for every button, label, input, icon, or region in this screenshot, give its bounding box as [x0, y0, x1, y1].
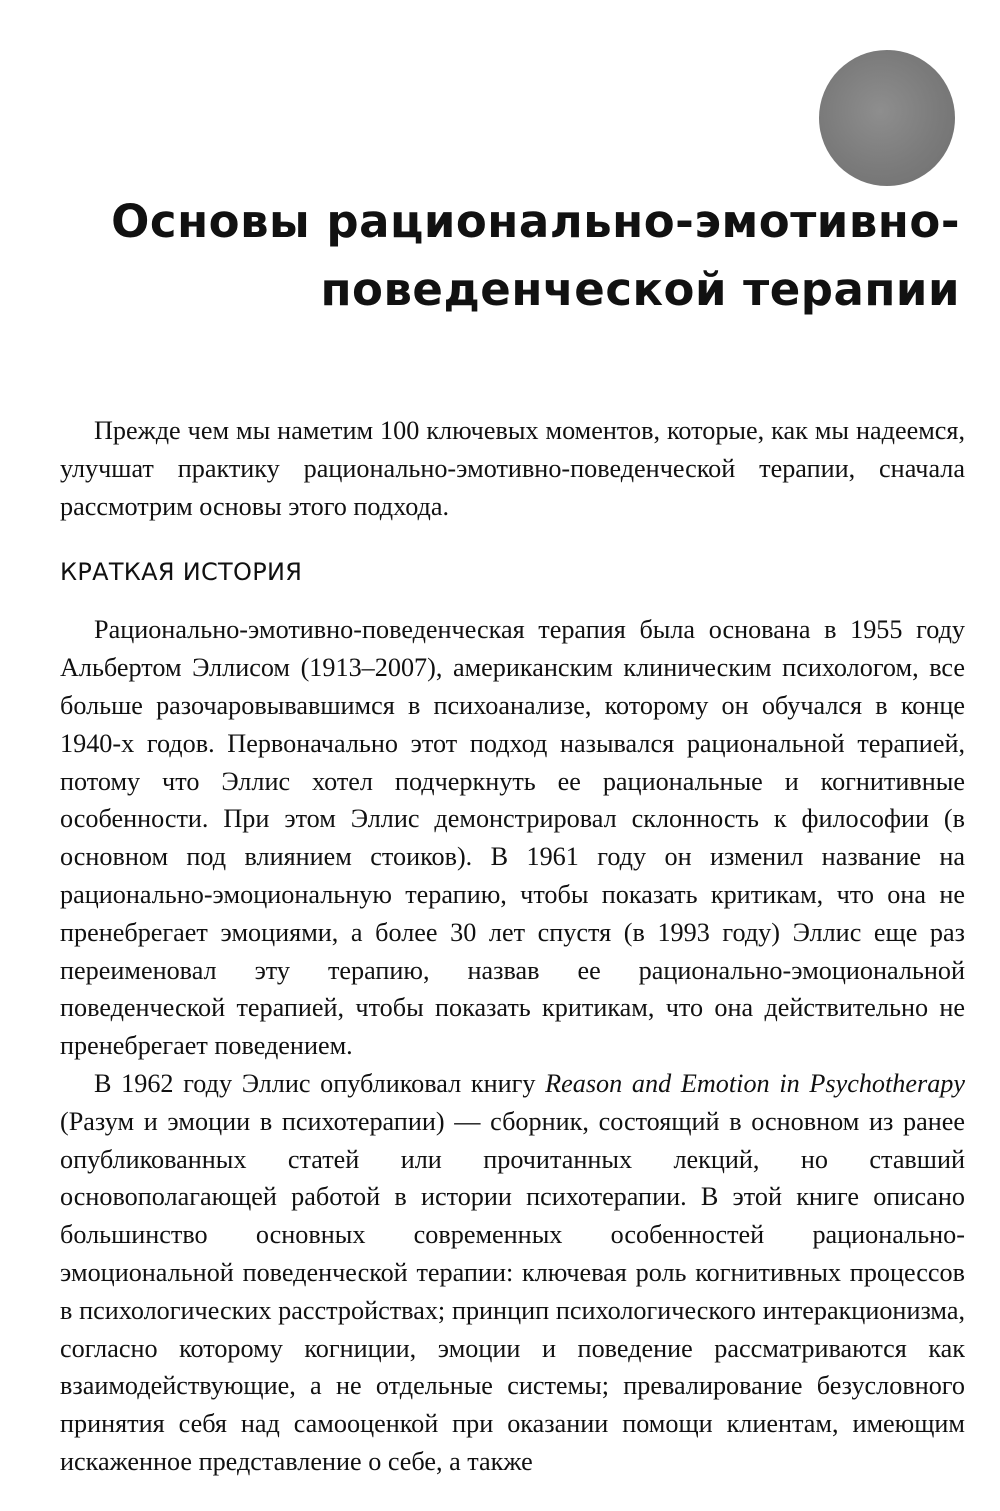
body-text: [60, 412, 965, 1481]
history-paragraph-2: [60, 1065, 965, 1481]
book-title: Reason and Emotion in Psychotherapy: [545, 1068, 965, 1098]
history-paragraph-1: Рационально-эмотивно-поведенческая терапия была основана в 1955 году Альбертом Эллисом (1913–2007), американским клиническим психологом, все больше разочаровывавшимся в психоанализе, которому он обучался в конце 1940-х годов. Первоначально этот подход назывался рациональной терапией, потому что Эллис хотел подчеркнуть ее рациональные и когнитивные особенности. При этом Эллис демонстрировал склонность к философии (в основном под влиянием стоиков). В 1961 году он изменил название на рационально-эмоциональную терапию, чтобы показать критикам, что она не пренебрегает эмоциями, а более 30 лет спустя (в 1993 году) Эллис еще раз переименовал эту терапию, назвав ее рационально-эмоциональной поведенческой терапией, чтобы показать критикам, что она действительно не пренебрегает поведением.: [60, 615, 965, 1061]
paragraph-2-text-start: В 1962 году Эллис опубликовал книгу: [94, 1068, 546, 1098]
section-heading: КРАТКАЯ ИСТОРИЯ: [60, 558, 303, 587]
chapter-badge: [819, 50, 955, 186]
chapter-title-line-1: Основы рационально-эмотивно-: [111, 195, 960, 248]
paragraph-2-text-end: (Разум и эмоции в психотерапии) — сборник, состоящий в основном из ранее опубликованных статей или прочитанных лекций, но ставший основополагающей работой в истории психотерапии. В этой книге описано большинство основных современных особенностей рационально-эмоциональной поведенческой терапии: ключевая роль когнитивных процессов в психологических расстройствах; принцип психологического интеракционизма, согласно которому когниции, эмоции и поведение рассматриваются как взаимодействующие, а не отдельные системы; превалирование безусловного принятия себя над самооценкой при оказании помощи клиентам, имеющим искаженное представление о себе, а также: [60, 1106, 965, 1476]
chapter-title-line-2: поведенческой терапии: [320, 263, 960, 316]
intro-paragraph: Прежде чем мы наметим 100 ключевых моментов, которые, как мы надеемся, улучшат практику рационально-эмотивно-поведенческой терапии, сначала рассмотрим основы этого подхода.: [60, 416, 965, 521]
chapter-title: [60, 188, 960, 324]
